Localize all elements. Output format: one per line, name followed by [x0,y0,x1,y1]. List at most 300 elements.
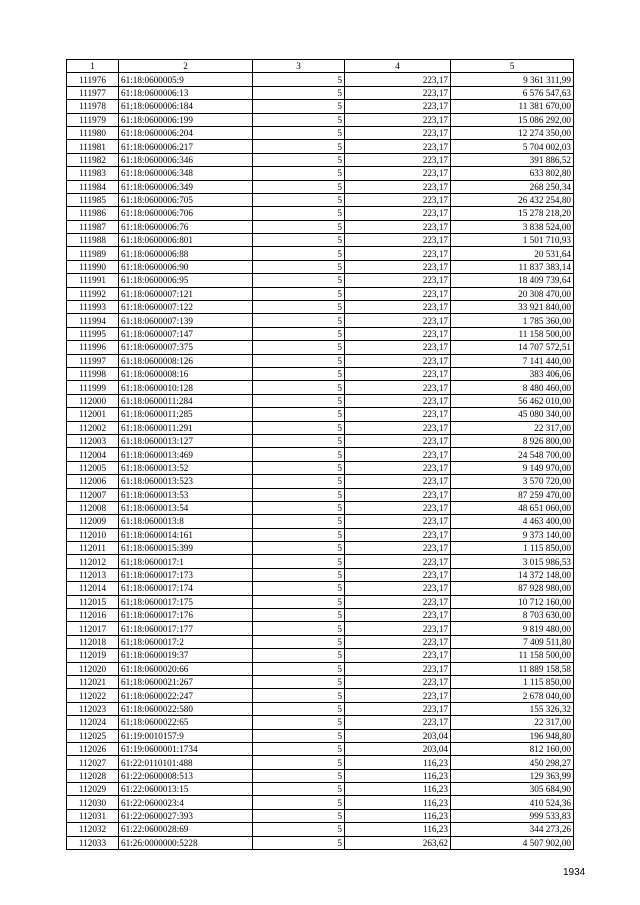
cadastral-number-cell: 61:18:0600006:349 [119,180,253,193]
table-row [67,314,574,327]
table-row [67,73,574,86]
row-number-cell: 111992 [67,287,119,300]
column-header: 5 [451,60,574,73]
value-cell: 9 819 480,00 [451,622,574,635]
cadastral-number-cell: 61:22:0600028:69 [119,823,253,836]
column-header: 4 [345,60,451,73]
rate-cell: 223,17 [345,649,451,662]
value-cell: 22 317,00 [451,421,574,434]
rate-cell: 223,17 [345,73,451,86]
row-number-cell: 111998 [67,367,119,380]
rate-cell: 223,17 [345,234,451,247]
row-number-cell: 111997 [67,354,119,367]
value-cell: 4 463 400,00 [451,515,574,528]
value-cell: 391 886,52 [451,153,574,166]
rate-cell: 223,17 [345,689,451,702]
table-row [67,796,574,809]
group-cell: 5 [253,836,345,849]
group-cell: 5 [253,341,345,354]
row-number-cell: 111987 [67,220,119,233]
value-cell: 3 838 524,00 [451,220,574,233]
row-number-cell: 111996 [67,341,119,354]
row-number-cell: 112019 [67,649,119,662]
value-cell: 999 533,83 [451,809,574,822]
table-row [67,381,574,394]
group-cell: 5 [253,662,345,675]
cadastral-number-cell: 61:18:0600017:175 [119,595,253,608]
table-row [67,689,574,702]
cadastral-number-cell: 61:18:0600011:291 [119,421,253,434]
cadastral-number-cell: 61:18:0600006:88 [119,247,253,260]
table-row [67,408,574,421]
cadastral-number-cell: 61:18:0600020:66 [119,662,253,675]
cadastral-number-cell: 61:18:0600017:1 [119,555,253,568]
group-cell: 5 [253,756,345,769]
cadastral-number-cell: 61:18:0600013:127 [119,434,253,447]
group-cell: 5 [253,153,345,166]
table-row [67,783,574,796]
group-cell: 5 [253,769,345,782]
row-number-cell: 112003 [67,434,119,447]
table-row [67,609,574,622]
value-cell: 11 158 500,00 [451,649,574,662]
table-row [67,140,574,153]
row-number-cell: 111978 [67,100,119,113]
cadastral-number-cell: 61:18:0600006:204 [119,126,253,139]
table-row [67,809,574,822]
group-cell: 5 [253,207,345,220]
rate-cell: 223,17 [345,287,451,300]
value-cell: 2 678 040,00 [451,689,574,702]
value-cell: 11 381 670,00 [451,100,574,113]
row-number-cell: 112014 [67,582,119,595]
rate-cell: 223,17 [345,220,451,233]
group-cell: 5 [253,394,345,407]
cadastral-number-cell: 61:18:0600006:801 [119,234,253,247]
row-number-cell: 112021 [67,675,119,688]
cadastral-number-cell: 61:18:0600006:90 [119,260,253,273]
cadastral-number-cell: 61:18:0600017:177 [119,622,253,635]
row-number-cell: 111985 [67,193,119,206]
value-cell: 3 570 720,00 [451,475,574,488]
value-cell: 48 651 060,00 [451,501,574,514]
table-row [67,193,574,206]
table-row [67,729,574,742]
row-number-cell: 112010 [67,528,119,541]
group-cell: 5 [253,488,345,501]
cadastral-number-cell: 61:18:0600006:184 [119,100,253,113]
table-row [67,341,574,354]
group-cell: 5 [253,140,345,153]
row-number-cell: 111976 [67,73,119,86]
rate-cell: 223,17 [345,609,451,622]
value-cell: 56 462 010,00 [451,394,574,407]
group-cell: 5 [253,716,345,729]
group-cell: 5 [253,354,345,367]
row-number-cell: 112004 [67,448,119,461]
rate-cell: 223,17 [345,341,451,354]
group-cell: 5 [253,796,345,809]
rate-cell: 223,17 [345,555,451,568]
group-cell: 5 [253,113,345,126]
group-cell: 5 [253,381,345,394]
cadastral-number-cell: 61:18:0600022:247 [119,689,253,702]
table-row [67,274,574,287]
group-cell: 5 [253,568,345,581]
value-cell: 18 409 739,64 [451,274,574,287]
row-number-cell: 112028 [67,769,119,782]
group-cell: 5 [253,167,345,180]
row-number-cell: 112032 [67,823,119,836]
group-cell: 5 [253,234,345,247]
row-number-cell: 111993 [67,301,119,314]
cadastral-number-cell: 61:18:0600022:65 [119,716,253,729]
table-row [67,448,574,461]
rate-cell: 223,17 [345,327,451,340]
row-number-cell: 112024 [67,716,119,729]
table-row [67,662,574,675]
row-number-cell: 111986 [67,207,119,220]
cadastral-number-cell: 61:18:0600019:37 [119,649,253,662]
rate-cell: 223,17 [345,113,451,126]
rate-cell: 223,17 [345,515,451,528]
value-cell: 8 703 630,00 [451,609,574,622]
row-number-cell: 112017 [67,622,119,635]
row-number-cell: 112025 [67,729,119,742]
rate-cell: 223,17 [345,448,451,461]
value-cell: 20 308 470,00 [451,287,574,300]
table-row [67,153,574,166]
group-cell: 5 [253,689,345,702]
group-cell: 5 [253,475,345,488]
row-number-cell: 111982 [67,153,119,166]
table-row [67,247,574,260]
row-number-cell: 112015 [67,595,119,608]
cadastral-number-cell: 61:18:0600006:346 [119,153,253,166]
row-number-cell: 112013 [67,568,119,581]
rate-cell: 223,17 [345,153,451,166]
cadastral-number-cell: 61:18:0600006:217 [119,140,253,153]
row-number-cell: 112033 [67,836,119,849]
cadastral-number-cell: 61:22:0600008:513 [119,769,253,782]
cadastral-number-cell: 61:18:0600006:706 [119,207,253,220]
cadastral-number-cell: 61:18:0600013:469 [119,448,253,461]
rate-cell: 116,23 [345,756,451,769]
rate-cell: 223,17 [345,86,451,99]
table-row [67,595,574,608]
value-cell: 155 326,32 [451,702,574,715]
row-number-cell: 112009 [67,515,119,528]
group-cell: 5 [253,434,345,447]
group-cell: 5 [253,595,345,608]
rate-cell: 203,04 [345,742,451,755]
group-cell: 5 [253,126,345,139]
cadastral-number-cell: 61:18:0600013:523 [119,475,253,488]
row-number-cell: 112007 [67,488,119,501]
rate-cell: 223,17 [345,408,451,421]
table-row [67,555,574,568]
column-header: 2 [119,60,253,73]
rate-cell: 223,17 [345,381,451,394]
cadastral-number-cell: 61:18:0600013:54 [119,501,253,514]
rate-cell: 223,17 [345,662,451,675]
group-cell: 5 [253,675,345,688]
group-cell: 5 [253,421,345,434]
row-number-cell: 112005 [67,461,119,474]
group-cell: 5 [253,461,345,474]
rate-cell: 223,17 [345,582,451,595]
cadastral-number-cell: 61:18:0600017:174 [119,582,253,595]
table-row [67,515,574,528]
rate-cell: 203,04 [345,729,451,742]
row-number-cell: 112008 [67,501,119,514]
rate-cell: 223,17 [345,421,451,434]
group-cell: 5 [253,367,345,380]
rate-cell: 223,17 [345,501,451,514]
cadastral-number-cell: 61:18:0600022:580 [119,702,253,715]
table-row [67,354,574,367]
cadastral-number-cell: 61:18:0600011:284 [119,394,253,407]
table-row [67,542,574,555]
table-row [67,622,574,635]
row-number-cell: 111984 [67,180,119,193]
group-cell: 5 [253,729,345,742]
cadastral-number-cell: 61:18:0600007:147 [119,327,253,340]
cadastral-number-cell: 61:18:0600017:173 [119,568,253,581]
cadastral-number-cell: 61:18:0600008:16 [119,367,253,380]
row-number-cell: 112012 [67,555,119,568]
table-row [67,287,574,300]
rate-cell: 223,17 [345,635,451,648]
table-row [67,394,574,407]
row-number-cell: 112031 [67,809,119,822]
rate-cell: 223,17 [345,568,451,581]
value-cell: 812 160,00 [451,742,574,755]
cadastral-number-cell: 61:18:0600017:176 [119,609,253,622]
table-row [67,301,574,314]
row-number-cell: 112026 [67,742,119,755]
row-number-cell: 112006 [67,475,119,488]
rate-cell: 223,17 [345,702,451,715]
value-cell: 9 373 140,00 [451,528,574,541]
table-row [67,100,574,113]
rate-cell: 223,17 [345,354,451,367]
table-row [67,716,574,729]
row-number-cell: 112001 [67,408,119,421]
group-cell: 5 [253,73,345,86]
value-cell: 450 298,27 [451,756,574,769]
value-cell: 4 507 902,00 [451,836,574,849]
value-cell: 8 926 800,00 [451,434,574,447]
value-cell: 1 501 710,93 [451,234,574,247]
group-cell: 5 [253,528,345,541]
group-cell: 5 [253,274,345,287]
cadastral-number-cell: 61:18:0600017:2 [119,635,253,648]
rate-cell: 223,17 [345,167,451,180]
value-cell: 8 480 460,00 [451,381,574,394]
value-cell: 14 372 148,00 [451,568,574,581]
group-cell: 5 [253,622,345,635]
cadastral-number-cell: 61:22:0600027:393 [119,809,253,822]
group-cell: 5 [253,823,345,836]
table-row [67,461,574,474]
value-cell: 14 707 572,51 [451,341,574,354]
cadastral-number-cell: 61:18:0600006:95 [119,274,253,287]
table-row [67,675,574,688]
rate-cell: 223,17 [345,528,451,541]
group-cell: 5 [253,501,345,514]
rate-cell: 223,17 [345,595,451,608]
table-row [67,649,574,662]
table-row [67,488,574,501]
value-cell: 5 704 002,03 [451,140,574,153]
group-cell: 5 [253,220,345,233]
group-cell: 5 [253,260,345,273]
rate-cell: 263,62 [345,836,451,849]
rate-cell: 116,23 [345,809,451,822]
table-row [67,823,574,836]
table-row [67,260,574,273]
row-number-cell: 112023 [67,702,119,715]
value-cell: 45 080 340,00 [451,408,574,421]
row-number-cell: 111995 [67,327,119,340]
value-cell: 7 141 440,00 [451,354,574,367]
rate-cell: 223,17 [345,475,451,488]
cadastral-number-cell: 61:18:0600006:199 [119,113,253,126]
cadastral-number-cell: 61:18:0600021:267 [119,675,253,688]
rate-cell: 223,17 [345,488,451,501]
value-cell: 7 409 511,80 [451,635,574,648]
cadastral-number-cell: 61:18:0600008:126 [119,354,253,367]
rate-cell: 223,17 [345,542,451,555]
row-number-cell: 111988 [67,234,119,247]
group-cell: 5 [253,193,345,206]
group-cell: 5 [253,180,345,193]
value-cell: 9 149 970,00 [451,461,574,474]
rate-cell: 223,17 [345,434,451,447]
row-number-cell: 111980 [67,126,119,139]
table-row [67,501,574,514]
rate-cell: 223,17 [345,461,451,474]
rate-cell: 223,17 [345,180,451,193]
cadastral-number-cell: 61:26:0000000:5228 [119,836,253,849]
group-cell: 5 [253,542,345,555]
value-cell: 11 889 158,58 [451,662,574,675]
value-cell: 129 363,99 [451,769,574,782]
row-number-cell: 112016 [67,609,119,622]
value-cell: 33 921 840,00 [451,301,574,314]
rate-cell: 223,17 [345,314,451,327]
table-row [67,756,574,769]
group-cell: 5 [253,742,345,755]
row-number-cell: 112030 [67,796,119,809]
group-cell: 5 [253,247,345,260]
row-number-cell: 111991 [67,274,119,287]
group-cell: 5 [253,301,345,314]
column-header: 3 [253,60,345,73]
cadastral-number-cell: 61:18:0600006:76 [119,220,253,233]
group-cell: 5 [253,809,345,822]
value-cell: 383 406,06 [451,367,574,380]
value-cell: 6 576 547,63 [451,86,574,99]
cadastral-number-cell: 61:22:0110101:488 [119,756,253,769]
table-row [67,207,574,220]
value-cell: 87 259 470,00 [451,488,574,501]
table-row [67,327,574,340]
value-cell: 11 837 383,14 [451,260,574,273]
group-cell: 5 [253,783,345,796]
cadastral-number-cell: 61:18:0600007:139 [119,314,253,327]
group-cell: 5 [253,408,345,421]
rate-cell: 116,23 [345,769,451,782]
rate-cell: 223,17 [345,207,451,220]
cadastral-number-cell: 61:18:0600015:399 [119,542,253,555]
cadastral-number-cell: 61:18:0600007:122 [119,301,253,314]
rate-cell: 223,17 [345,716,451,729]
table-row [67,113,574,126]
value-cell: 24 548 700,00 [451,448,574,461]
registry-table [66,59,574,850]
value-cell: 1 785 360,00 [451,314,574,327]
group-cell: 5 [253,448,345,461]
cadastral-number-cell: 61:18:0600011:285 [119,408,253,421]
cadastral-number-cell: 61:18:0600014:161 [119,528,253,541]
row-number-cell: 112020 [67,662,119,675]
row-number-cell: 111999 [67,381,119,394]
value-cell: 26 432 254,80 [451,193,574,206]
table-row [67,635,574,648]
cadastral-number-cell: 61:18:0600013:8 [119,515,253,528]
table-row [67,367,574,380]
row-number-cell: 112000 [67,394,119,407]
group-cell: 5 [253,582,345,595]
table-row [67,234,574,247]
table-row [67,220,574,233]
rate-cell: 223,17 [345,260,451,273]
row-number-cell: 112011 [67,542,119,555]
rate-cell: 223,17 [345,367,451,380]
group-cell: 5 [253,609,345,622]
cadastral-number-cell: 61:18:0600007:121 [119,287,253,300]
row-number-cell: 111990 [67,260,119,273]
group-cell: 5 [253,287,345,300]
group-cell: 5 [253,327,345,340]
value-cell: 344 273,26 [451,823,574,836]
value-cell: 268 250,34 [451,180,574,193]
rate-cell: 223,17 [345,140,451,153]
group-cell: 5 [253,555,345,568]
value-cell: 305 684,90 [451,783,574,796]
cadastral-number-cell: 61:18:0600013:53 [119,488,253,501]
table-header-row [67,60,574,73]
row-number-cell: 112022 [67,689,119,702]
row-number-cell: 111989 [67,247,119,260]
value-cell: 12 274 350,00 [451,126,574,139]
value-cell: 22 317,00 [451,716,574,729]
table-row [67,836,574,849]
table-row [67,568,574,581]
column-header: 1 [67,60,119,73]
value-cell: 15 278 218,20 [451,207,574,220]
group-cell: 5 [253,649,345,662]
row-number-cell: 111979 [67,113,119,126]
value-cell: 87 928 980,00 [451,582,574,595]
cadastral-number-cell: 61:18:0600006:348 [119,167,253,180]
value-cell: 3 015 986,53 [451,555,574,568]
value-cell: 1 115 850,00 [451,542,574,555]
cadastral-number-cell: 61:18:0600006:705 [119,193,253,206]
table-row [67,126,574,139]
